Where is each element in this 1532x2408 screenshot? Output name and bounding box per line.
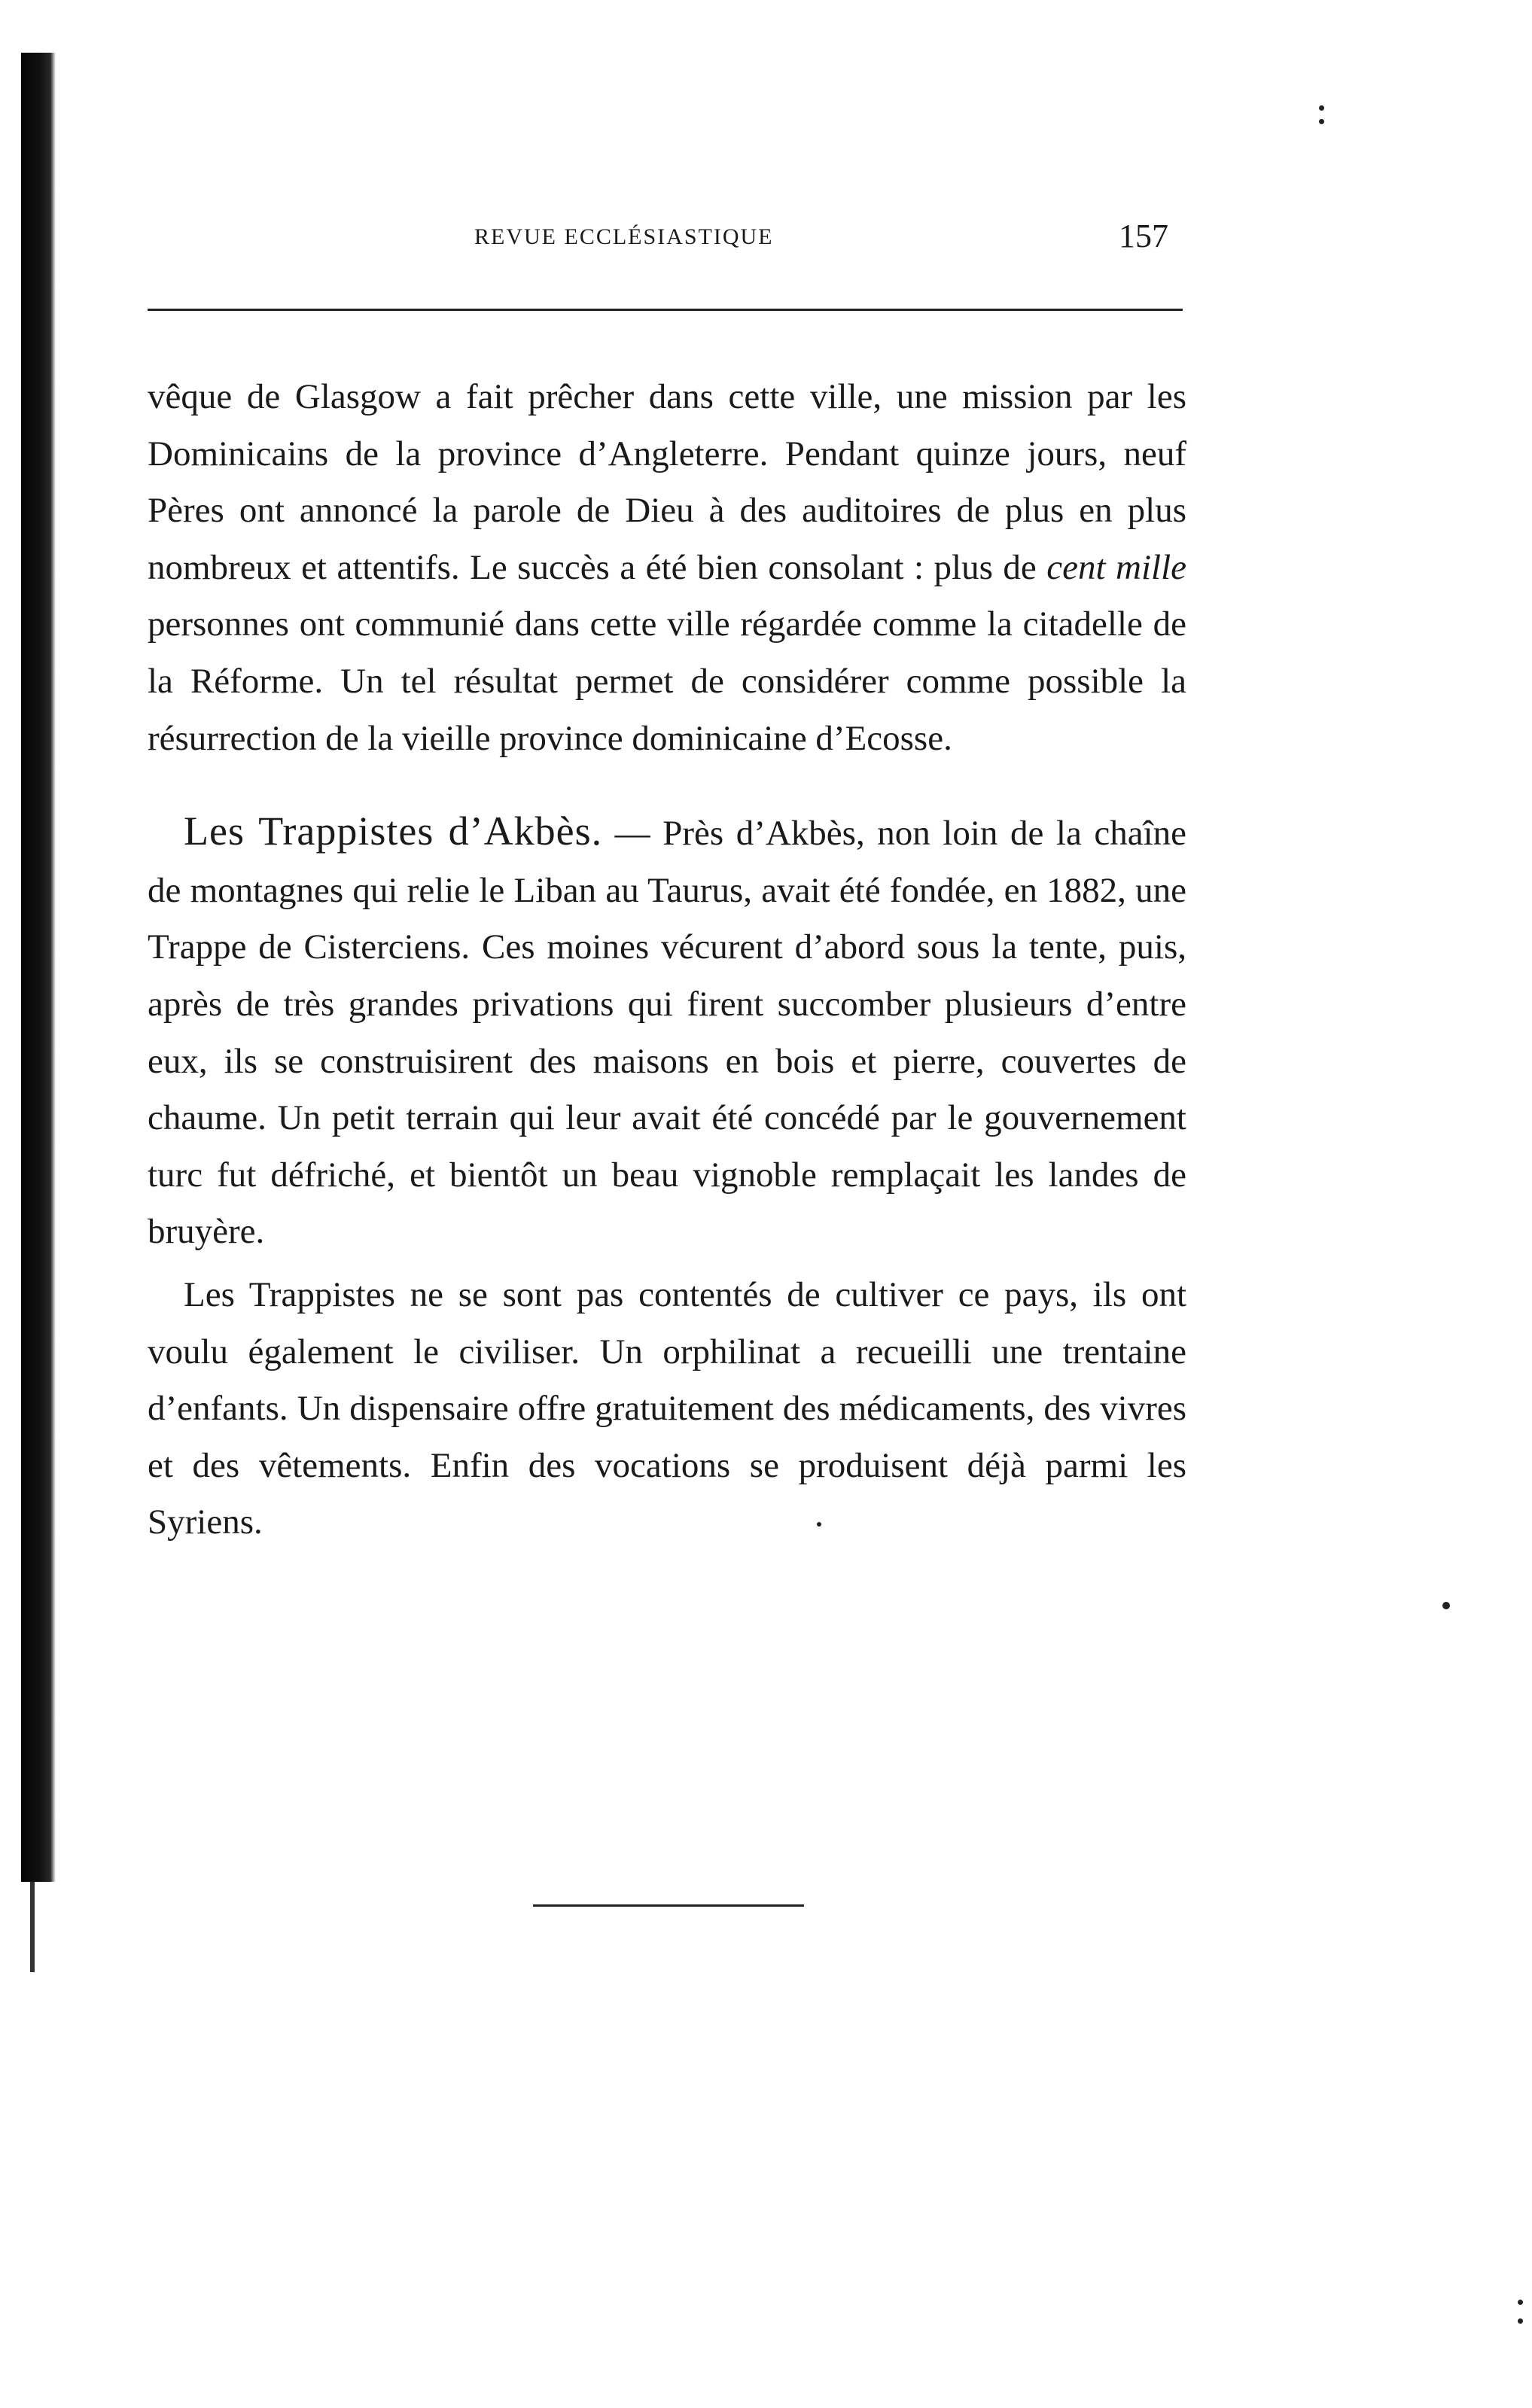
scan-speck	[1319, 119, 1324, 124]
paragraph-text: — Près d’Akbès, non loin de la chaîne de montagnes qui relie le Liban au Taurus, avait été fondée, en 1882, une Trappe de Cisterciens. Ces moines vécurent d’abord sous la tente, puis, après de très grandes privations qui firent succomber plusieurs d’entre eux, ils se construisirent des maisons en bois et pierre, couvertes de chaume. Un petit terrain qui leur avait été concédé par le gouvernement turc fut défriché, et bientôt un beau vignoble remplaçait les landes de bruyère.	[148, 814, 1186, 1252]
scan-speck	[1518, 2318, 1523, 2324]
paragraph-trappistes	[148, 803, 1186, 1261]
paragraph-civilisation	[148, 1267, 1186, 1551]
paragraph-text: Les Trappistes ne se sont pas contentés de cultiver ce pays, ils ont voulu également le civiliser. Un orphilinat a recueilli une trentaine d’enfants. Un dispensaire offre gratuitement des médicaments, des vivres et des vêtements. Enfin des vocations se produisent déjà parmi les Syriens.	[148, 1274, 1186, 1542]
emphasis-text: cent mille	[1046, 547, 1186, 587]
page-number: 157	[1119, 218, 1168, 254]
end-rule	[533, 1904, 804, 1907]
binding-edge-tail	[30, 1882, 35, 1972]
running-title: REVUE ECCLÉSIASTIQUE	[474, 224, 774, 249]
scan-speck	[1518, 2300, 1523, 2305]
paragraph-glasgow-mission	[148, 369, 1186, 767]
section-title: Les Trappistes d’Akbès.	[184, 808, 603, 854]
paragraph-text: personnes ont communié dans cette ville régardée comme la citadelle de la Réforme. Un tel résultat permet de considérer comme possible la résurrection de la vieille province dominicaine d’Ecosse.	[148, 604, 1186, 758]
header-rule	[148, 309, 1183, 311]
running-head	[0, 217, 1532, 254]
scan-speck	[817, 1522, 821, 1527]
binding-edge	[21, 53, 56, 1882]
scan-speck	[1319, 105, 1324, 111]
body-text	[148, 369, 1186, 1551]
paragraph-text: vêque de Glasgow a fait prêcher dans cette ville, une mission par les Dominicains de la province d’Angleterre. Pendant quinze jours, neuf Pères ont annoncé la parole de Dieu à des auditoires de plus en plus nombreux et attentifs. Le succès a été bien consolant : plus de	[148, 377, 1186, 587]
scan-speck	[1442, 1602, 1450, 1609]
